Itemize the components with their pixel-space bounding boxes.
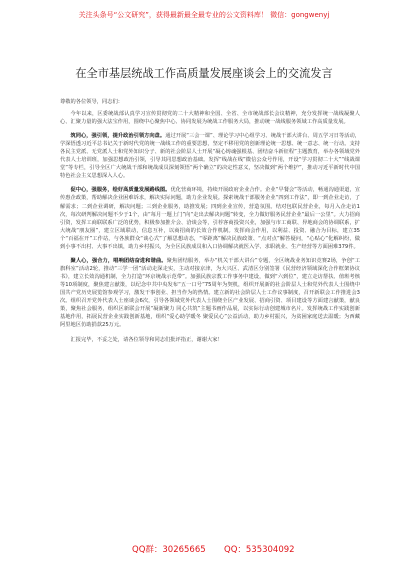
salutation: 尊敬的各位领导，同志们：	[60, 99, 123, 105]
promo-banner: 关注头条号“公文研究”，获得最新最全最专业的公文资料库！ 微信：gongwenyj	[78, 11, 330, 19]
qq-group-number: QQ群：30265665	[132, 545, 206, 555]
section-text-1: 通过开展“三会一课”、理论学习中心组学习、统战干部大讲台、周五学习日等活动，学深悟透习近平总书记关于新时代党的统一战线工作的重要思想，坚定不移用党的创新理论统一思想、统一意志、统一行动。支持各民主党派、无党派人士和党外知识分子、新的社会阶层人士开展“凝心铸魂强根基、团结奋斗新征程”主题教育，举办各领域党外代表人士培训班，加强思想政治引领，引导其同思想政治基础。发挥“线战在线”微信公众号作用，开设“学习贯彻二十大”“线战课堂”等专栏，引导全区广大统战干部和统战成员深刻领悟“两个确立”的决定性意义，坚决做到“两个维护”，推动习近平新时代中国特色社会主义思想深入人心。	[60, 133, 360, 180]
section-text-2: 优化营商环境，持续开展政府企业合作。企业“早餐会”等活动，畅通沟通渠道，宣传惠企政策，帮助解决企业困难诉求，解决实际问题，助力企业发展。探索统战干部服务企业“四到工作法”，即一到企业走访，了解需求；二到企业调研，解决问题；三到企业服务，助推发展；四到企业宣传，营造氛围。结对包联民营企业，每月入企走访1次，每次研判解决问题不少于1个，由“每月一题上门”向“走出去解决问题”转变，全力做好服务民营企业“最后一公里”。大力招商引资，发挥工商联联系广泛的优势，积极参加推介会、洽谈会等，引荐客商投资兴业，加强与市工商联、异地商会的协调联系，扩大统战“朋友圈”，建立区域联动，信息互补，以商招商的长效合作机制。发挥商会作用，以利益、投资、融合为目标，建立35个“百福在开”工作站，与各族群众“谈心式”了解思想动态，“零距离”解决民族政策、“点对点”解答疑问，“心贴心”化解纠纷，做到小事不出村、大事不出镇，助力乡村振兴，为全区民族成员和入口协调解决就医入学、求职就业、生产经营等方面困难379件。	[60, 187, 361, 250]
section-paragraph-1	[60, 132, 360, 180]
section-heading-3: 聚人心，强合力，唱响团结奋进和谐曲。	[70, 257, 167, 264]
qq-contact-number: QQ：535304092	[224, 545, 295, 555]
intro-paragraph: 今年以来，区委统战部认真学习宣传贯彻党的二十大精神和全国、全省、全市统战部长会议精神，充分发挥统一战线凝聚人心、汇聚力量的强大法宝作用，围绕中心聚焦中心、协同发展为统战工作服务大局，推动统一战线服务领域工作高质量发展。	[60, 111, 360, 126]
closing-paragraph: 汇报完毕，不妥之处，请各位领导和同志们批评指正，谢谢大家！	[70, 337, 223, 344]
document-body	[60, 98, 360, 344]
section-paragraph-2	[60, 186, 360, 250]
section-heading-1: 筑同心，强引领，提升政治引领方向盘。	[70, 133, 166, 140]
section-text-3: 聚焦团结服务，举办“机关干部大讲台”专题，全区统战业务知识竞赛2场，争创“工旗科室”活动2轮，推动“三学一团”活动走深走实，主动对接京津，为大兴区、武清区分别签署《民营经济领域深化合作框架协议书》，建立长效沟通机制，全力打造“环京统战示范带”。加强民族宗教工作事务中建设，做到“六到位”，建立走访帮扶、值班考核等10项制度，聚焦建言献策，以纪念中共中央发布“五一口号”75周年为契机，组织开展新的社会阶层人士和党外代表人士围绕中国共产党历史展览馆参观学习，激发干事创业、担当作为的热情。建立新的社会阶层人士工作议事制度，召开新联会工作推进会3次。组织召开党外代表人士座谈会6次，引导各领域党外代表人士围绕全区产业发展、招商引资、项目建设等方面建言献策，献良策，聚焦社会服务，组织区新联会开展“凝新聚力 同心共筑”主题书画作品展，以实际行动创建城市名片。发挥统战工作实践创新基地作用，拓展民营企业实践创新基地，组织“爱心助学暖冬 聚爱民心”公益活动，助力乡村振兴，为贫困家庭送去温暖；为西藏阿里地区仿助捐款25万元。	[60, 257, 361, 329]
section-heading-2: 促中心，强服务，绘好高质量发展路线图。	[70, 187, 171, 194]
document-title: 在全市基层统战工作高质量发展座谈会上的交流发言	[75, 67, 333, 80]
section-paragraph-3	[60, 257, 360, 329]
